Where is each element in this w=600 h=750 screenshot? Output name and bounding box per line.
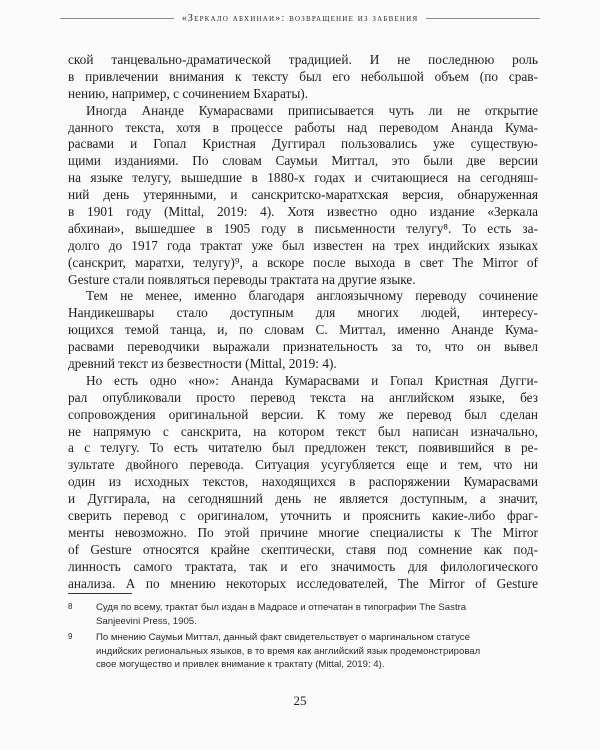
text-line: абхинаи», вышедшее в 1905 году в письменности телугу⁸. То есть за- xyxy=(68,220,538,236)
text-line: ющихся темой танца, и, по словам С. Миттал, именно Ананде Кума- xyxy=(68,322,538,338)
text-line: не напрямую с санскрита, на котором текст был написан изначально, xyxy=(68,423,538,439)
text-line: щими изданиями. По словам Саумьи Миттал, это были две версии xyxy=(68,153,538,169)
paragraph xyxy=(68,52,538,103)
page-number: 25 xyxy=(293,693,307,708)
footnote xyxy=(68,601,538,628)
text-line: на языке телугу, вышедшие в 1880-х годах и считающиеся на сегодняш- xyxy=(68,170,538,186)
running-header-title: «Зеркало абхинаи»: возвращение из забвения xyxy=(181,13,419,24)
footnote-number: 8 xyxy=(68,602,73,611)
main-text xyxy=(68,52,538,593)
footnote-number: 9 xyxy=(68,632,73,642)
header-rule-right xyxy=(426,18,540,19)
text-line: в привлечении внимания к тексту был его небольшой объем (по срав- xyxy=(68,68,538,84)
footnote-line: свое могущество и привлек внимание к трактату (Mittal, 2019: 4). xyxy=(96,659,385,671)
text-line: анализа. А по мнению некоторых исследователей, The Mirror of Gesture xyxy=(68,575,538,591)
text-line: Тем не менее, именно благодаря англоязычному переводу сочинение xyxy=(86,288,538,304)
text-line: расвами переводчики выражали признательность за то, что он вывел xyxy=(68,339,538,355)
text-line: нению, например, с сочинением Бхараты). xyxy=(68,85,309,101)
footnote-line: Судя по всему, трактат был издан в Мадрасе и отпечатан в типографии The Sastra xyxy=(96,602,467,613)
text-line: Иногда Ананде Кумарасвами приписывается чуть ли не открытие xyxy=(86,102,538,118)
footnotes xyxy=(68,601,538,675)
text-line: в 1901 году (Mittal, 2019: 4). Хотя известно одно издание «Зеркала xyxy=(68,204,538,220)
text-line: данного текста, хотя в процессе работы над переводом Ананда Кума- xyxy=(68,119,538,135)
footnote xyxy=(68,631,538,672)
text-line: сверить перевод с оригиналом, уточнить и прояснить какие-либо фраг- xyxy=(68,508,538,524)
text-line: сопровождения оригинальной версии. К тому же перевод был сделан xyxy=(68,406,538,422)
text-line: менты невозможно. По этой причине многие специалисты к The Mirror xyxy=(68,524,538,540)
text-line: зультате двойного перевода. Ситуация усугубляется еще и тем, что ни xyxy=(68,457,538,473)
paragraph xyxy=(68,103,538,289)
text-line: рал опубликовали просто перевод текста на английском языке, без xyxy=(68,389,538,405)
footnote-line: индийских региональных языков, в то время как английский язык продемонстрировал xyxy=(96,645,481,657)
text-line: и Дуггирала, на сегодняшний день не является доступным, а значит, xyxy=(68,491,538,507)
text-line: долго до 1917 года трактат уже был известен на трех индийских языках xyxy=(68,237,538,253)
footnote-line: По мнению Саумьи Миттал, данный факт свидетельствует о маргинальном статусе xyxy=(96,632,470,644)
footnote-separator xyxy=(68,593,132,594)
text-line: линность самого трактата, так и его значимость для филологического xyxy=(68,558,538,574)
text-line: а с телугу. То есть читателю был предложен текст, появившийся в ре- xyxy=(68,440,538,456)
text-line: расвами и Гопал Кристная Дуггирал пользовались уже существую- xyxy=(68,136,538,152)
text-line: (санскрит, маратхи, телугу)⁹, а вскоре после выхода в свет The Mirror of xyxy=(68,254,538,270)
paragraph xyxy=(68,288,538,372)
text-line: один из исходных текстов, находящихся в распоряжении Кумарасвами xyxy=(68,474,538,490)
running-header xyxy=(60,13,540,24)
footnote-text xyxy=(96,631,538,672)
text-line: Нандикешвары стало доступным для многих людей, интересу- xyxy=(68,305,538,321)
text-line: ний день утерянными, и санскритско-маратхская версия, обнаруженная xyxy=(68,187,538,203)
text-line: древний текст из безвестности (Mittal, 2019: 4). xyxy=(68,356,337,372)
text-line: ской танцевально-драматической традицией. И не последнюю роль xyxy=(68,52,538,67)
footnote-text xyxy=(96,601,538,628)
text-line: of Gesture относятся крайне скептически, ставя под сомнение как под- xyxy=(68,541,538,557)
header-rule-left xyxy=(60,18,174,19)
paragraph xyxy=(68,373,538,593)
text-line: Но есть одно «но»: Ананда Кумарасвами и Гопал Кристная Дугги- xyxy=(86,372,538,388)
footnote-line: Sanjeevini Press, 1905. xyxy=(96,615,197,627)
text-line: Gesture стали появляться переводы трактата на другие языке. xyxy=(68,271,416,287)
